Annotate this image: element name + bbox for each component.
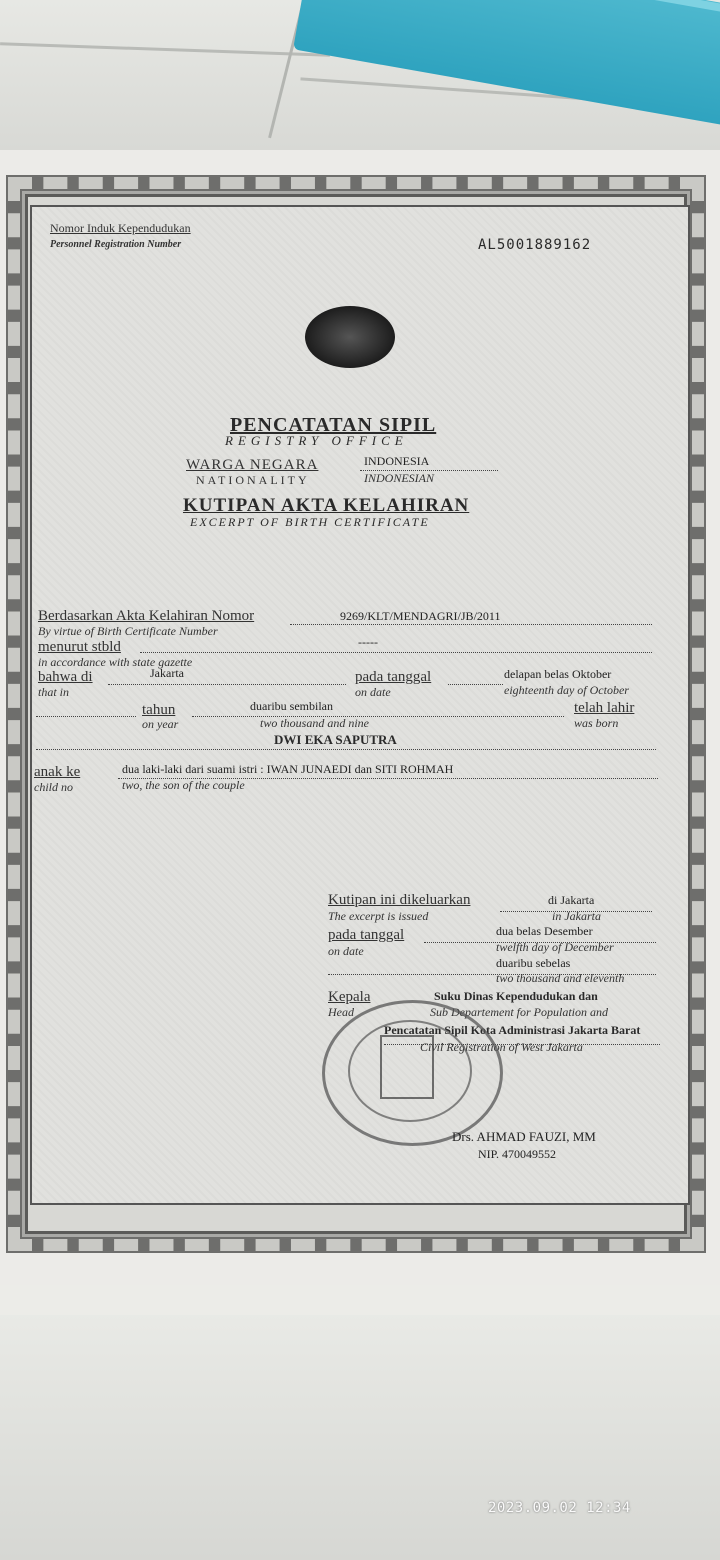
head-label: Kepala [328,989,371,1005]
basis-label: Berdasarkan Akta Kelahiran Nomor [38,608,255,624]
office-title-en: REGISTRY OFFICE [225,433,408,448]
issued-date-en: twelfth day of December [496,940,614,954]
paper-bottom-edge [0,1282,720,1315]
department-line-2-en: Civil Registration of West Jakarta [420,1040,583,1054]
date-label: pada tanggal [355,669,432,685]
certificate-title-en: EXCERPT OF BIRTH CERTIFICATE [190,515,430,529]
dotted-line [108,684,346,685]
dotted-line [140,652,652,653]
dotted-line [448,684,503,685]
nationality-label-en: NATIONALITY [196,473,310,487]
child-info-en: two, the son of the couple [122,778,245,792]
birth-year: duaribu sembilan [250,699,333,713]
stbld-value: ----- [358,635,378,649]
dotted-line [36,716,136,717]
issued-date-label: pada tanggal [328,927,405,943]
department-line-1: Suku Dinas Kependudukan dan [434,989,598,1003]
issued-year: duaribu sebelas [496,956,571,970]
issued-year-en: two thousand and eleventh [496,971,625,985]
official-name: Drs. AHMAD FAUZI, MM [452,1129,596,1144]
stbld-label-en: in accordance with state gazette [38,655,193,669]
jakarta-emblem-icon [380,1035,434,1099]
born-label: telah lahir [574,700,635,716]
issued-place-en: in Jakarta [552,909,601,923]
year-label: tahun [142,702,176,718]
department-line-1-en: Sub Departement for Population and [430,1005,608,1019]
certificate-title: KUTIPAN AKTA KELAHIRAN [183,495,470,516]
issued-label: Kutipan ini dikeluarkan [328,892,471,908]
nationality-value: INDONESIA [364,454,430,468]
basis-label-en: By virtue of Birth Certificate Number [38,624,218,638]
birth-date: delapan belas Oktober [504,667,612,681]
nationality-value-en: INDONESIAN [364,471,434,485]
official-nip: NIP. 470049552 [478,1147,557,1161]
child-info: dua laki-laki dari suami istri : IWAN JUNAEDI dan SITI ROHMAH [122,762,454,776]
tile-floor-background-bottom [0,1310,720,1560]
child-order-label: anak ke [34,764,81,780]
issued-place: di Jakarta [548,893,595,907]
issued-date: dua belas Desember [496,924,593,938]
photo-timestamp: 2023.09.02 12:34 [488,1500,631,1516]
issued-label-en: The excerpt is issued [328,909,429,923]
dotted-line [36,749,656,750]
serial-number: AL5001889162 [478,237,592,253]
birth-place: Jakarta [150,666,184,680]
born-label-en: was born [574,716,619,730]
year-label-en: on year [142,717,179,731]
birth-year-en: two thousand and nine [260,716,370,730]
head-label-en: Head [328,1005,354,1019]
department-line-2: Pencatatan Sipil Kota Administrasi Jakarta Barat [384,1023,641,1037]
date-label-en: on date [355,685,391,699]
office-title: PENCATATAN SIPIL [230,414,437,436]
child-order-label-en: child no [34,780,73,794]
dotted-line [192,716,564,717]
issued-date-label-en: on date [328,944,364,958]
stbld-label: menurut stbld [38,639,121,655]
certificate-number: 9269/KLT/MENDAGRI/JB/2011 [340,609,501,623]
child-name: DWI EKA SAPUTRA [274,732,397,747]
place-label: bahwa di [38,669,93,685]
dotted-line [290,624,652,625]
nationality-label: WARGA NEGARA [186,457,319,473]
birth-date-en: eighteenth day of October [504,683,629,697]
nik-label-en: Personnel Registration Number [50,239,182,250]
nik-label: Nomor Induk Kependudukan [50,221,191,235]
place-label-en: that in [38,685,70,699]
garuda-emblem-icon [305,306,395,368]
